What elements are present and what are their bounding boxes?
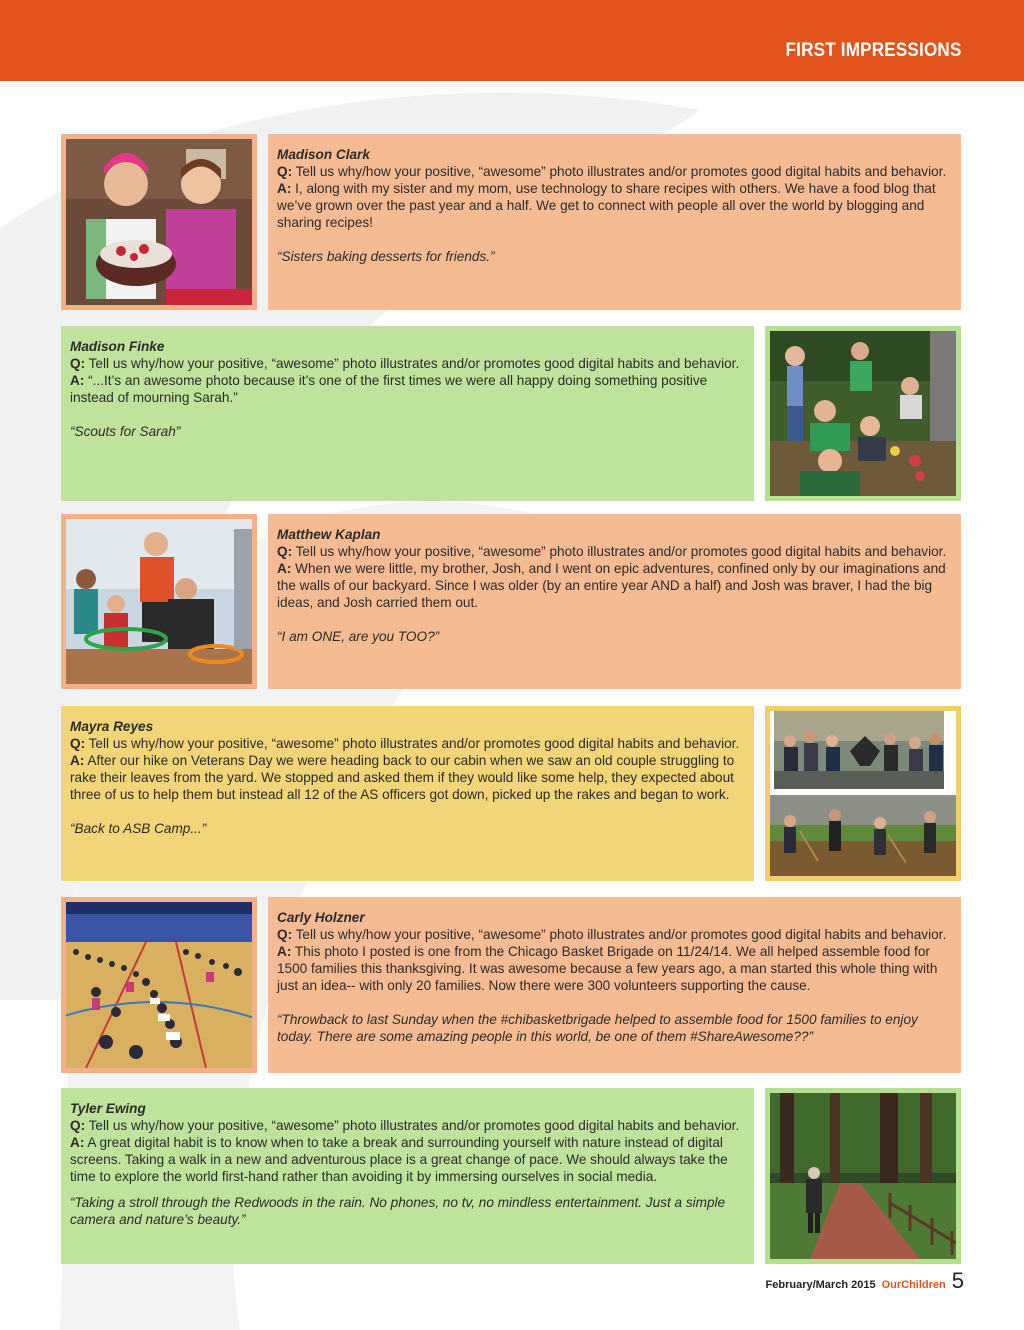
question-prefix: Q:: [277, 164, 293, 179]
entry-caption: “Taking a stroll through the Redwoods in the rain. No phones, no tv, no mindless entertainment. Just a simple camera and nature’s beauty.”: [70, 1195, 726, 1227]
question-text: Tell us why/how your positive, “awesome” photo illustrates and/or promotes good digital habits and behavior.: [85, 1118, 740, 1133]
entry-photo-frame: [61, 897, 257, 1073]
question-text: Tell us why/how your positive, “awesome” photo illustrates and/or promotes good digital habits and behavior.: [85, 736, 740, 751]
entry-photo-frame: [765, 326, 961, 501]
question-prefix: Q:: [70, 1118, 86, 1133]
entry-answer: [277, 560, 951, 611]
entry-question: [70, 355, 744, 372]
answer-text: After our hike on Veterans Day we were heading back to our cabin when we saw an old couple struggling to rake their leaves from the yard. We stopped and asked them if they would like some help, they expected about three of us to help them but instead all 12 of the AS officers got down, picked up the rakes and began to work.: [70, 753, 735, 802]
section-title: FIRST IMPRESSIONS: [786, 40, 962, 61]
entry-answer: [70, 372, 744, 406]
entry-photo-frame: [61, 134, 257, 310]
entry-answer: [70, 1134, 744, 1185]
entry-photo-frame: [765, 1088, 961, 1264]
entry-card: [268, 514, 961, 689]
page-footer: [766, 1268, 964, 1294]
entry-name: Mayra Reyes: [70, 719, 154, 734]
entry-caption: “Back to ASB Camp...”: [70, 821, 207, 836]
hula-hoop-photo: [66, 519, 252, 684]
entry-caption: “Scouts for Sarah”: [70, 424, 181, 439]
entry-question: [277, 926, 951, 943]
entry-caption: “Throwback to last Sunday when the #chibasketbrigade helped to assemble food for 1500 families to enjoy today. There are some amazing people in this world, be one of them #ShareAwesome??”: [277, 1012, 918, 1044]
answer-prefix: A:: [277, 561, 292, 576]
entry-card: [61, 1088, 754, 1264]
entry-card: [61, 326, 754, 501]
magazine-brand: OurChildren: [881, 1279, 946, 1291]
redwood-forest-photo: [770, 1093, 956, 1259]
entry-question: [277, 543, 951, 560]
question-text: Tell us why/how your positive, “awesome” photo illustrates and/or promotes good digital habits and behavior.: [85, 356, 740, 371]
entry-name: Matthew Kaplan: [277, 527, 381, 542]
page-header: [0, 0, 1024, 81]
issue-date: February/March 2015: [765, 1279, 876, 1291]
entry-answer: [277, 943, 951, 994]
question-text: Tell us why/how your positive, “awesome” photo illustrates and/or promotes good digital habits and behavior.: [292, 544, 947, 559]
gymnasium-volunteers-photo: [66, 902, 252, 1068]
question-prefix: Q:: [277, 544, 293, 559]
answer-text: “...It’s an awesome photo because it’s one of the first times we were all happy doing something positive instead of mourning Sarah.”: [70, 373, 708, 405]
entry-name: Madison Finke: [70, 339, 165, 354]
answer-prefix: A:: [277, 944, 292, 959]
entry-caption: “Sisters baking desserts for friends.”: [277, 249, 495, 264]
entry-photo-frame: [61, 514, 257, 689]
answer-prefix: A:: [70, 753, 85, 768]
entry-name: Madison Clark: [277, 147, 370, 162]
entry-question: [70, 735, 744, 752]
entry-answer: [277, 180, 951, 231]
entry-card: [268, 134, 961, 310]
entry-card: [268, 897, 961, 1073]
entry-question: [70, 1117, 744, 1134]
entry-card: [61, 706, 754, 881]
entry-photo-frame: [765, 706, 961, 881]
entry-name: Tyler Ewing: [70, 1101, 146, 1116]
answer-text: A great digital habit is to know when to take a break and surrounding yourself with nature instead of digital screens. Taking a walk in a new and adventurous place is a great change of pace. We should always take the time to explore the world first-hand rather than avoiding it by immersing ourselves in social media.: [70, 1135, 728, 1184]
answer-prefix: A:: [70, 373, 85, 388]
question-text: Tell us why/how your positive, “awesome” photo illustrates and/or promotes good digital habits and behavior.: [292, 927, 947, 942]
entry-answer: [70, 752, 744, 803]
page-number: 5: [951, 1268, 964, 1293]
answer-text: This photo I posted is one from the Chicago Basket Brigade on 11/24/14. We all helped assemble food for 1500 families this thanksgiving. It was awesome because a few years ago, a man started this whole thing with just an idea-- with only 20 families. Now there were 300 volunteers supporting the cause.: [277, 944, 938, 993]
entry-caption: “I am ONE, are you TOO?”: [277, 629, 440, 644]
garden-photo: [770, 331, 956, 496]
question-text: Tell us why/how your positive, “awesome” photo illustrates and/or promotes good digital habits and behavior.: [292, 164, 947, 179]
baking-photo: [66, 139, 252, 305]
question-prefix: Q:: [70, 356, 86, 371]
raking-photo-collage: [770, 711, 956, 876]
entry-question: [277, 163, 951, 180]
question-prefix: Q:: [70, 736, 86, 751]
entry-name: Carly Holzner: [277, 910, 365, 925]
answer-text: When we were little, my brother, Josh, and I went on epic adventures, confined only by our imaginations and the walls of our backyard. Since I was older (by an entire year AND a half) and Josh was braver, I had the big ideas, and Josh carried them out.: [277, 561, 946, 610]
answer-text: I, along with my sister and my mom, use technology to share recipes with others. We have a food blog that we’ve grown over the past year and a half. We get to connect with people all over the world by blogging and sharing recipes!: [277, 181, 936, 230]
question-prefix: Q:: [277, 927, 293, 942]
answer-prefix: A:: [277, 181, 292, 196]
answer-prefix: A:: [70, 1135, 85, 1150]
